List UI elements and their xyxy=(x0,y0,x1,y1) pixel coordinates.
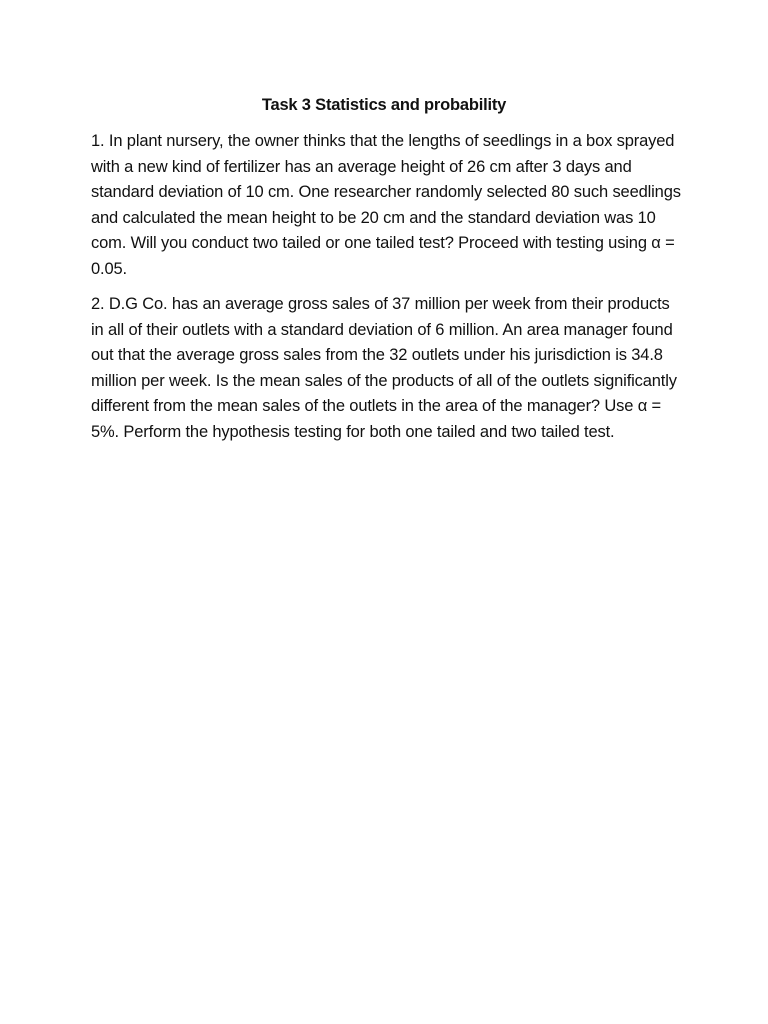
question-1: 1. In plant nursery, the owner thinks that the lengths of seedlings in a box sprayed with a new kind of fertilizer has an average height of 26 cm after 3 days and standard deviation of 10 cm. One researcher randomly selected 80 such seedlings and calculated the mean height to be 20 cm and the standard deviation was 10 com. Will you conduct two tailed or one tailed test? Proceed with testing using α = 0.05. xyxy=(91,132,681,278)
question-2: 2. D.G Co. has an average gross sales of 37 million per week from their products in all of their outlets with a standard deviation of 6 million. An area manager found out that the average gross sales from the 32 outlets under his jurisdiction is 34.8 million per week. Is the mean sales of the products of all of the outlets significantly different from the mean sales of the outlets in the area of the manager? Use α = 5%. Perform the hypothesis testing for both one tailed and two tailed test. xyxy=(91,295,677,441)
page-title: Task 3 Statistics and probability xyxy=(261,96,507,114)
